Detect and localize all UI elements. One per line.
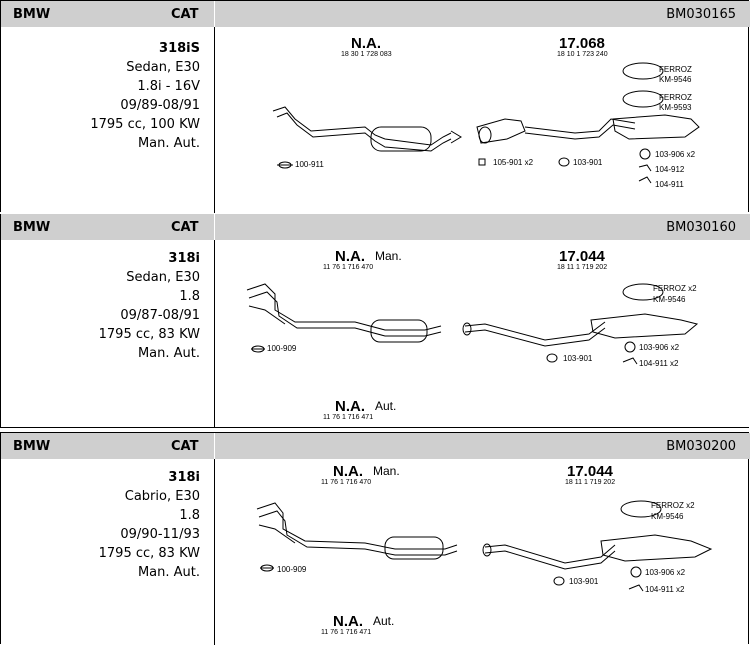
exhaust-diagram: [215, 459, 749, 645]
brand-label: BMW: [13, 220, 51, 235]
cat-label: CAT: [171, 7, 199, 22]
part-label-f: 104-911 x2: [645, 585, 685, 594]
part-ref-1: 18 30 1 728 083: [341, 51, 392, 58]
part-number-2: 17.044: [567, 463, 613, 480]
exhaust-diagram: [215, 240, 749, 428]
part-label-d: 103-906 x2: [639, 343, 680, 352]
model-name: 318i: [168, 251, 200, 266]
part-number-3: N.A.: [333, 613, 363, 630]
part-ref-3: 11 76 1 716 471: [321, 629, 372, 636]
ferroz-km-1: KM-9546: [653, 295, 686, 304]
part-label-c: 103-901: [563, 354, 593, 363]
part-label-b: 105-901 x2: [493, 158, 534, 167]
part-label-c: 103-901: [569, 577, 599, 586]
transmission: Man. Aut.: [137, 565, 200, 580]
exhaust-diagram: [215, 27, 749, 213]
part-label-a: 100-909: [267, 344, 297, 353]
exhaust-drawing: [215, 240, 749, 428]
ferroz-label-1: FERROZ x2: [651, 501, 695, 510]
years: 09/87-08/91: [120, 308, 200, 323]
body-type: Cabrio, E30: [124, 489, 200, 504]
exhaust-drawing: [215, 459, 749, 645]
ferroz-km-1: KM-9546: [651, 512, 684, 521]
part-label-d: 103-906 x2: [655, 150, 696, 159]
header-divider: [214, 433, 215, 459]
part-number-1: N.A.: [351, 35, 381, 52]
vehicle-info: [1, 27, 214, 153]
vehicle-info: [1, 240, 214, 363]
part-label-a: 100-909: [277, 565, 307, 574]
brand-label: BMW: [13, 7, 51, 22]
header-divider: [214, 214, 215, 240]
part-label-f: 104-911: [655, 180, 684, 189]
product-code: BM030200: [666, 439, 736, 454]
part-suffix-1: Man.: [375, 249, 402, 263]
ferroz-km-1: KM-9546: [659, 75, 692, 84]
listing-header: [1, 214, 750, 240]
part-suffix-1: Man.: [373, 464, 400, 478]
body-type: Sedan, E30: [126, 60, 200, 75]
ferroz-label-1: FERROZ: [659, 65, 692, 74]
years: 09/90-11/93: [120, 527, 200, 542]
engine: 1.8i - 16V: [137, 79, 200, 94]
part-ref-3: 11 76 1 716 471: [323, 414, 374, 421]
part-label-f: 104-911 x2: [639, 359, 679, 368]
part-label-c: 103-901: [573, 158, 603, 167]
part-number-2: 17.068: [559, 35, 605, 52]
part-ref-2: 18 11 1 719 202: [565, 479, 616, 486]
product-code: BM030165: [666, 7, 736, 22]
cat-label: CAT: [171, 439, 199, 454]
model-name: 318i: [168, 470, 200, 485]
vehicle-info: [1, 459, 214, 582]
part-label-d: 103-906 x2: [645, 568, 686, 577]
cat-label: CAT: [171, 220, 199, 235]
part-label-a: 100-911: [295, 160, 324, 169]
part-number-3: N.A.: [335, 398, 365, 415]
listing-block-1: [0, 0, 749, 212]
power: 1795 cc, 83 KW: [98, 327, 200, 342]
part-suffix-3: Aut.: [373, 614, 395, 628]
body-type: Sedan, E30: [126, 270, 200, 285]
part-label-e: 104-912: [655, 165, 685, 174]
brand-label: BMW: [13, 439, 51, 454]
part-ref-1: 11 76 1 716 470: [323, 264, 374, 271]
part-ref-2: 18 11 1 719 202: [557, 264, 608, 271]
part-number-1: N.A.: [333, 463, 363, 480]
part-ref-2: 18 10 1 723 240: [557, 51, 608, 58]
listing-block-3: [0, 432, 749, 644]
power: 1795 cc, 100 KW: [90, 117, 200, 132]
listing-block-2: [0, 214, 749, 428]
ferroz-label-1: FERROZ x2: [653, 284, 697, 293]
years: 09/89-08/91: [120, 98, 200, 113]
part-number-2: 17.044: [559, 248, 605, 265]
transmission: Man. Aut.: [137, 136, 200, 151]
listing-header: [1, 1, 750, 27]
model-name: 318iS: [159, 41, 200, 56]
engine: 1.8: [179, 289, 200, 304]
part-suffix-3: Aut.: [375, 399, 397, 413]
ferroz-km-2: KM-9593: [659, 103, 692, 112]
transmission: Man. Aut.: [137, 346, 200, 361]
engine: 1.8: [179, 508, 200, 523]
listing-header: [1, 433, 750, 459]
header-divider: [214, 1, 215, 27]
part-number-1: N.A.: [335, 248, 365, 265]
part-ref-1: 11 76 1 716 470: [321, 479, 372, 486]
power: 1795 cc, 83 KW: [98, 546, 200, 561]
product-code: BM030160: [666, 220, 736, 235]
ferroz-label-2: FERROZ: [659, 93, 692, 102]
